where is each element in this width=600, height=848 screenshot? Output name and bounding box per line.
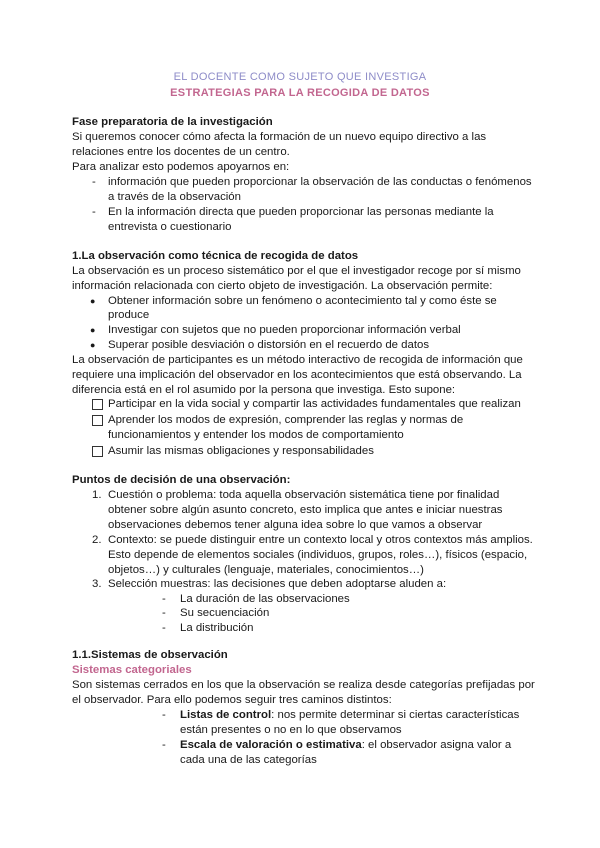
list-item [180,708,519,723]
list-item: observaciones debemos tener alguna idea sobre lo que vamos a observar [108,519,483,531]
subsection-heading: Sistemas categoriales [72,664,192,676]
list-item: entrevista o cuestionario [108,221,232,233]
list-item: están presentes o no en lo que observamos [180,724,402,736]
checklist-item: Participar en la vida social y compartir las actividades fundamentales que realizan [108,398,521,410]
paragraph-line: diferencia está en el rol asumido por la persona que investiga. Esto supone: [72,384,456,396]
term-label: Listas de control [180,709,272,721]
bullet-marker: ● [90,325,96,335]
sub-list-item: La distribución [180,622,254,634]
term-description: : el observador asigna valor a [361,739,512,751]
document-title: EL DOCENTE COMO SUJETO QUE INVESTIGA [173,71,427,83]
checklist-item: funcionamientos y entender los modos de comportamiento [108,429,404,441]
paragraph-line: el observador. Para ello podemos seguir tres caminos distintos: [72,694,392,706]
paragraph-line: Si queremos conocer cómo afecta la formación de un nuevo equipo directivo a las [72,131,487,143]
list-item: objetos…) y culturales (lenguaje, materiales, conocimientos…) [108,564,424,576]
paragraph-line: relaciones entre los docentes de un centro. [72,146,290,158]
document-subtitle: ESTRATEGIAS PARA LA RECOGIDA DE DATOS [170,87,430,99]
bullet-marker: ● [90,340,96,350]
list-item: cada una de las categorías [180,754,317,766]
list-item: obtener sobre algún asunto concreto, esto implica que antes e iniciar nuestras [108,504,503,516]
section-heading-puntos: Puntos de decisión de una observación: [72,474,291,486]
list-item: Contexto: se puede distinguir entre un contexto local y otros contextos más amplios. [108,534,533,546]
dash-marker: - [162,709,166,721]
bullet-marker: ● [90,296,96,306]
list-item: Superar posible desviación o distorsión en el recuerdo de datos [108,339,430,351]
dash-marker: - [162,607,166,619]
paragraph-line: requiere una implicación del observador en los acontecimientos que está observando. La [72,369,522,381]
paragraph-line: La observación de participantes es un método interactivo de recogida de información que [72,354,523,366]
checkbox-icon [92,399,103,410]
list-item: a través de la observación [108,191,241,203]
number-marker: 3. [92,578,102,590]
list-item: En la información directa que pueden proporcionar las personas mediante la [108,206,494,218]
paragraph-line: La observación es un proceso sistemático por el que el investigador recoge por sí mismo [72,265,521,277]
dash-marker: - [92,206,96,218]
list-item: Cuestión o problema: toda aquella observación sistemática tiene por finalidad [108,489,500,501]
checkbox-icon [92,446,103,457]
list-item: Obtener información sobre un fenómeno o acontecimiento tal y como éste se [108,295,497,307]
checklist-item: Aprender los modos de expresión, comprender las reglas y normas de [108,414,464,426]
list-item [180,738,511,753]
checkbox-icon [92,415,103,426]
dash-marker: - [162,622,166,634]
term-label: Escala de valoración o estimativa [180,739,362,751]
paragraph-line: información relacionada con cierto objeto de investigación. La observación permite: [72,280,493,292]
list-item: produce [108,309,150,321]
list-item: Esto depende de elementos sociales (individuos, grupos, roles…), físicos (espacio, [108,549,528,561]
list-item: información que pueden proporcionar la observación de las conductas o fenómenos [108,176,532,188]
dash-marker: - [162,739,166,751]
section-heading-sistemas: 1.1.Sistemas de observación [72,649,228,661]
sub-list-item: Su secuenciación [180,607,270,619]
dash-marker: - [92,176,96,188]
list-item: Investigar con sujetos que no pueden proporcionar información verbal [108,324,461,336]
paragraph-line: Para analizar esto podemos apoyarnos en: [72,161,290,173]
dash-marker: - [162,593,166,605]
number-marker: 1. [92,489,102,501]
list-item: Selección muestras: las decisiones que deben adoptarse aluden a: [108,578,447,590]
section-heading-observacion: 1.La observación como técnica de recogida de datos [72,250,359,262]
number-marker: 2. [92,534,102,546]
section-heading-fase: Fase preparatoria de la investigación [72,116,273,128]
sub-list-item: La duración de las observaciones [180,593,350,605]
term-description: : nos permite determinar si ciertas características [271,709,520,721]
paragraph-line: Son sistemas cerrados en los que la observación se realiza desde categorías prefijadas por [72,679,535,691]
checklist-item: Asumir las mismas obligaciones y responsabilidades [108,445,374,457]
